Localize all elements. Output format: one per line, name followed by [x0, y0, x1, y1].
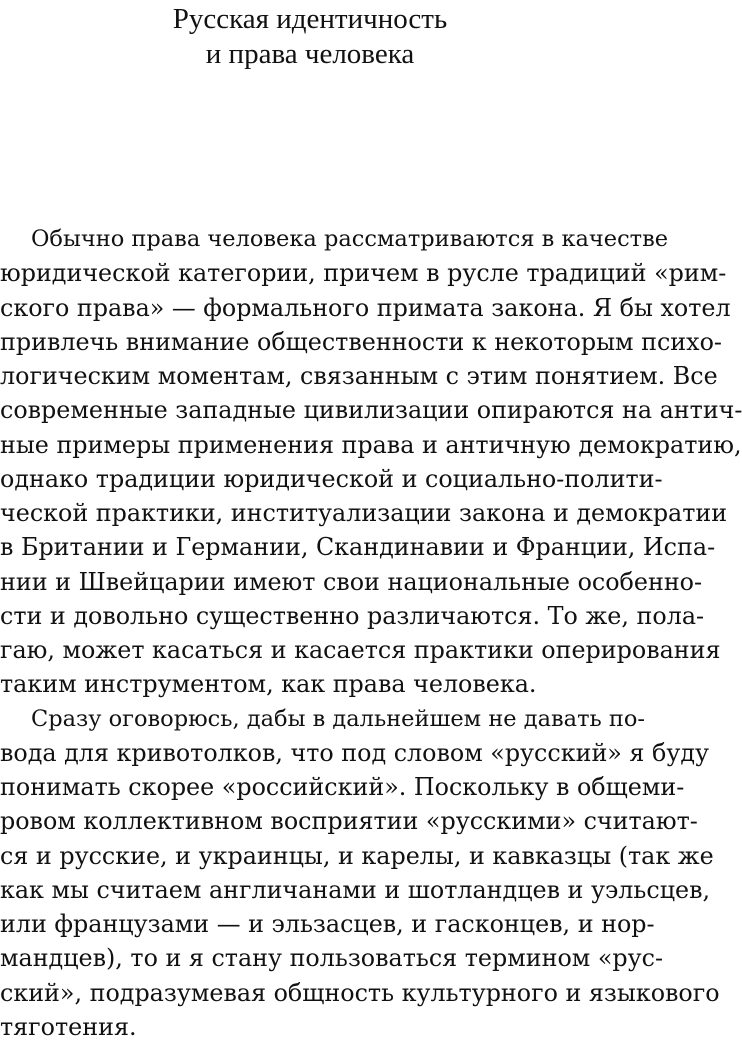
text-line: ский», подразумевая общность культурного и языкового — [0, 978, 720, 1007]
text-line: мандцев), то и я стану пользоваться термином «рус- — [0, 944, 664, 973]
text-line: ные примеры применения права и античную демократию, — [0, 430, 742, 459]
chapter-title-line-2: и права человека — [205, 38, 415, 70]
chapter-title — [0, 2, 620, 72]
text-line: тяготения. — [0, 1012, 137, 1041]
text-line: привлечь внимание общественности к некоторым психо- — [0, 327, 722, 356]
text-line: ся и русские, и украинцы, и карелы, и кавказцы (так же — [0, 841, 714, 870]
text-line: таким инструментом, как права человека. — [0, 670, 537, 699]
text-line: однако традиции юридической и социально-полити- — [0, 464, 663, 493]
text-line: как мы считаем англичанами и шотландцев и уэльсцев, — [0, 875, 711, 904]
text-line: Сразу оговорюсь, дабы в дальнейшем не давать по- — [31, 705, 646, 732]
text-line: в Британии и Германии, Скандинавии и Франции, Испа- — [0, 533, 716, 562]
text-line: или французами — и эльзасцев, и гасконцев, и нор- — [0, 910, 655, 938]
text-line: вода для кривотолков, что под словом «русский» я буду — [0, 738, 709, 767]
chapter-title-line-1: Русская идентичность — [172, 3, 448, 35]
text-line: логическим моментам, связанным с этим понятием. Все — [0, 362, 718, 390]
text-line: нии и Швейцарии имеют свои национальные особенно- — [0, 567, 703, 596]
text-line: ческой практики, институализации закона и демократии — [0, 499, 728, 527]
text-line: Обычно права человека рассматриваются в качестве — [31, 226, 669, 252]
text-line: гаю, может касаться и касается практики оперирования — [0, 636, 721, 664]
text-line: понимать скорее «российский». Поскольку в общеми- — [0, 773, 685, 801]
body-text — [0, 222, 742, 1044]
text-line: юридической категории, причем в русле традиций «рим- — [0, 259, 727, 288]
text-line: ского права» — формального примата закона. Я бы хотел — [0, 293, 731, 322]
text-line: ровом коллективном восприятии «русскими» считают- — [0, 807, 698, 836]
text-line: сти и довольно существенно различаются. То же, пола- — [0, 601, 705, 630]
text-line: современные западные цивилизации опираются на антич- — [0, 396, 742, 425]
